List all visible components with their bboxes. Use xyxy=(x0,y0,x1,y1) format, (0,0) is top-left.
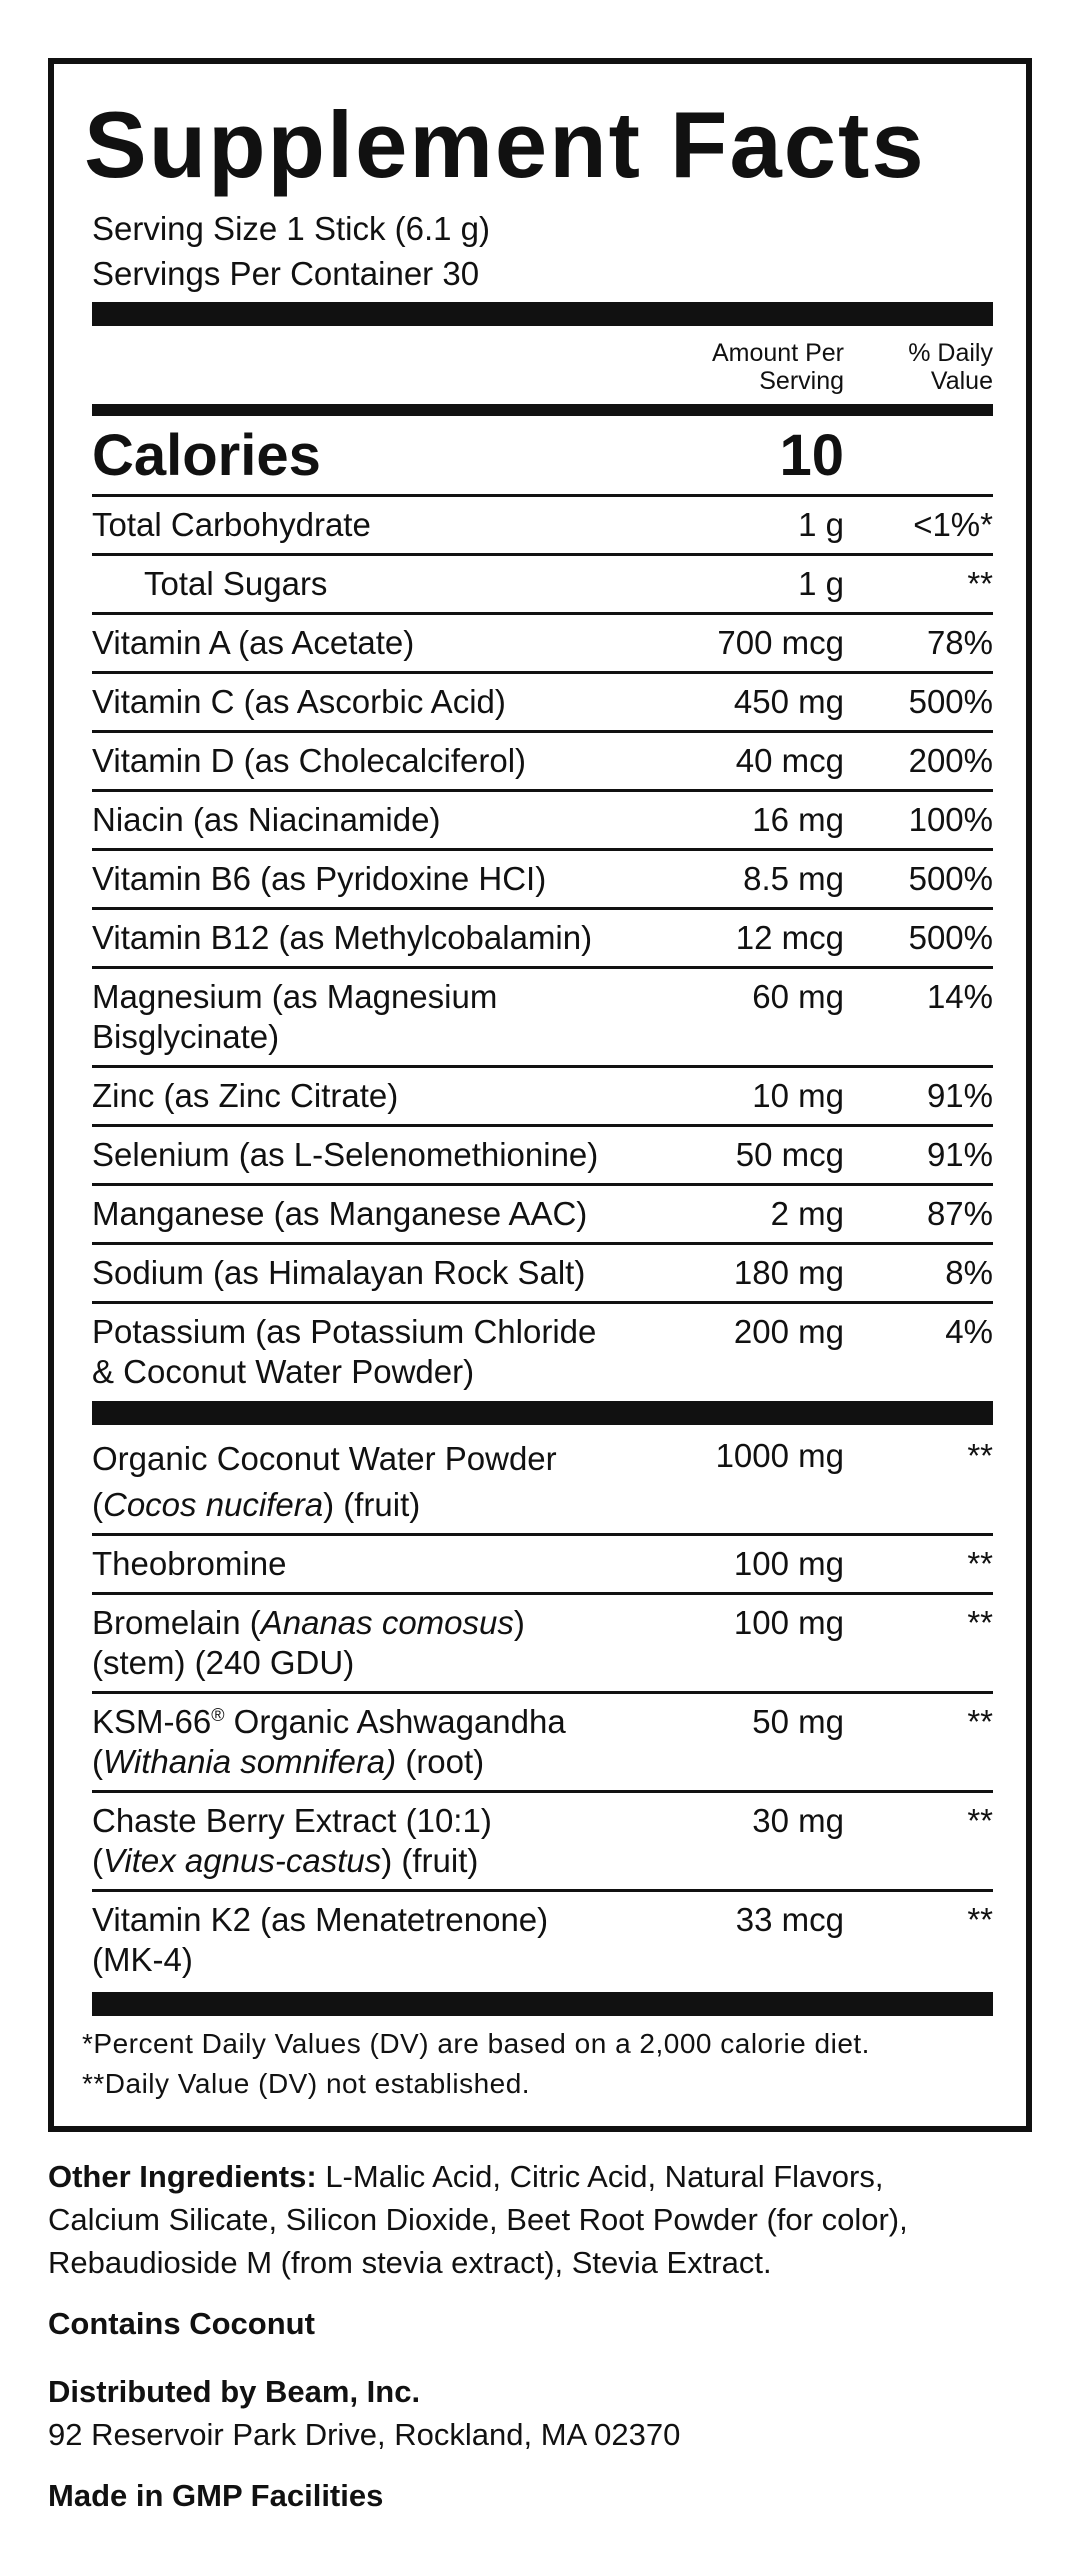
distributor-block xyxy=(48,2370,680,2456)
ingredient-name: Bromelain ( xyxy=(92,1604,261,1641)
ingredient-label xyxy=(92,1702,566,1782)
paren-open: ( xyxy=(92,1486,103,1523)
ingredient-label-line1: Vitamin K2 (as Menatetrenone) xyxy=(92,1901,549,1938)
nutrient-label-line2: Bisglycinate) xyxy=(92,1018,280,1055)
manufacturing-statement: Made in GMP Facilities xyxy=(48,2478,384,2513)
ingredient-dv: ** xyxy=(967,1545,993,1582)
serving-size: Serving Size 1 Stick (6.1 g) xyxy=(92,210,490,247)
row-divider xyxy=(92,730,993,733)
nutrient-label: Selenium (as L-Selenomethionine) xyxy=(92,1136,599,1173)
nutrient-label: Vitamin B6 (as Pyridoxine HCI) xyxy=(92,860,547,897)
ingredient-label xyxy=(92,1603,525,1683)
nutrient-dv: ** xyxy=(967,565,993,602)
ingredient-amount: 1000 mg xyxy=(715,1437,844,1474)
nutrient-dv: 200% xyxy=(908,742,993,779)
paren-open: ( xyxy=(92,1743,103,1780)
row-divider xyxy=(92,671,993,674)
calories-amount: 10 xyxy=(779,423,844,488)
amount-per-serving-header xyxy=(712,339,844,395)
ingredient-amount: 30 mg xyxy=(752,1802,844,1839)
row-divider xyxy=(92,612,993,615)
row-divider xyxy=(92,1183,993,1186)
ingredient-part: ) (fruit) xyxy=(381,1842,479,1879)
other-ingredients-label: Other Ingredients: xyxy=(48,2159,317,2194)
nutrient-amount: 60 mg xyxy=(752,978,844,1015)
dv-header-line1: % Daily xyxy=(908,339,993,367)
ingredient-label-line1: Organic Coconut Water Powder xyxy=(92,1440,557,1477)
dv-header-line2: Value xyxy=(930,367,993,395)
paren-close: ) xyxy=(513,1604,525,1641)
ingredient-name: Organic Ashwagandha xyxy=(224,1703,566,1740)
row-divider xyxy=(92,1889,993,1892)
amount-header-line2: Serving xyxy=(759,367,844,395)
other-ingredients-line2: Calcium Silicate, Silicon Dioxide, Beet Root Powder (for color), xyxy=(48,2202,908,2237)
nutrient-amount: 200 mg xyxy=(733,1313,844,1350)
servings-per-container: Servings Per Container 30 xyxy=(92,255,480,292)
ingredient-label-line2: (MK-4) xyxy=(92,1941,193,1978)
nutrient-dv: 91% xyxy=(926,1136,993,1173)
supplement-facts-panel xyxy=(48,58,1032,2132)
nutrient-label-line2: & Coconut Water Powder) xyxy=(92,1353,475,1390)
nutrient-dv: 100% xyxy=(908,801,993,838)
nutrient-label-line1: Potassium (as Potassium Chloride xyxy=(92,1313,597,1350)
nutrient-label xyxy=(92,977,497,1057)
nutrient-amount: 16 mg xyxy=(752,801,844,838)
nutrient-label: Vitamin C (as Ascorbic Acid) xyxy=(92,683,506,720)
thick-rule-top xyxy=(92,302,993,326)
row-divider xyxy=(92,1592,993,1595)
nutrient-label: Vitamin A (as Acetate) xyxy=(92,624,415,661)
nutrient-label: Vitamin D (as Cholecalciferol) xyxy=(92,742,527,779)
ingredient-dv: ** xyxy=(967,1703,993,1740)
nutrient-amount: 12 mcg xyxy=(735,919,844,956)
ingredient-label-line1: Chaste Berry Extract (10:1) xyxy=(92,1802,492,1839)
latin-name: Vitex agnus-castus xyxy=(103,1842,382,1879)
nutrient-amount: 10 mg xyxy=(752,1077,844,1114)
calories-label: Calories xyxy=(92,423,321,488)
row-divider xyxy=(92,1301,993,1304)
panel-title: Supplement Facts xyxy=(84,92,926,197)
row-divider xyxy=(92,1065,993,1068)
daily-value-header xyxy=(908,339,993,395)
ingredient-dv: ** xyxy=(967,1901,993,1938)
latin-name: Cocos nucifera xyxy=(103,1486,324,1523)
nutrient-amount: 180 mg xyxy=(733,1254,844,1291)
nutrient-amount: 700 mcg xyxy=(717,624,844,661)
row-divider xyxy=(92,1533,993,1536)
thick-rule-bottom xyxy=(92,1992,993,2016)
ingredient-label xyxy=(92,1436,557,1528)
row-divider xyxy=(92,1790,993,1793)
other-ingredients-line1: L-Malic Acid, Citric Acid, Natural Flavors, xyxy=(316,2159,884,2194)
row-divider xyxy=(92,553,993,556)
nutrient-amount: 8.5 mg xyxy=(743,860,844,897)
latin-name: Ananas comosus xyxy=(260,1604,514,1641)
ingredient-dv: ** xyxy=(967,1437,993,1474)
ingredient-amount: 50 mg xyxy=(752,1703,844,1740)
nutrient-label: Niacin (as Niacinamide) xyxy=(92,801,441,838)
nutrient-dv: 500% xyxy=(908,919,993,956)
nutrient-amount: 450 mg xyxy=(733,683,844,720)
nutrient-label: Vitamin B12 (as Methylcobalamin) xyxy=(92,919,593,956)
ingredient-label: Theobromine xyxy=(92,1545,287,1582)
distributor-label: Distributed by Beam, Inc. xyxy=(48,2374,421,2409)
nutrient-dv: 500% xyxy=(908,683,993,720)
nutrient-dv: 78% xyxy=(926,624,993,661)
ingredient-dv: ** xyxy=(967,1802,993,1839)
paren-open: ( xyxy=(92,1842,103,1879)
other-ingredients-line3: Rebaudioside M (from stevia extract), Stevia Extract. xyxy=(48,2245,772,2280)
row-divider xyxy=(92,1242,993,1245)
ingredient-amount: 33 mcg xyxy=(735,1901,844,1938)
ingredient-part: (root) xyxy=(396,1743,485,1780)
nutrient-amount: 1 g xyxy=(798,565,844,602)
row-divider xyxy=(92,848,993,851)
nutrient-label: Manganese (as Manganese AAC) xyxy=(92,1195,588,1232)
other-ingredients xyxy=(48,2155,908,2284)
row-divider xyxy=(92,907,993,910)
nutrient-label xyxy=(92,1312,596,1392)
nutrient-dv: <1%* xyxy=(913,506,993,543)
nutrient-dv: 8% xyxy=(945,1254,993,1291)
nutrient-dv: 87% xyxy=(926,1195,993,1232)
nutrient-label-line1: Magnesium (as Magnesium xyxy=(92,978,498,1015)
footnote-dv-not-established: **Daily Value (DV) not established. xyxy=(82,2068,531,2099)
latin-name: Withania somnifera) xyxy=(103,1743,397,1780)
row-divider xyxy=(92,966,993,969)
thick-rule-calories xyxy=(92,404,993,416)
distributor-address: 92 Reservoir Park Drive, Rockland, MA 02370 xyxy=(48,2417,681,2452)
nutrient-dv: 4% xyxy=(945,1313,993,1350)
ingredient-brand: KSM-66 xyxy=(92,1703,212,1740)
nutrient-label: Total Sugars xyxy=(144,565,328,602)
row-divider xyxy=(92,1124,993,1127)
ingredient-amount: 100 mg xyxy=(733,1604,844,1641)
row-divider xyxy=(92,494,993,497)
registered-mark: ® xyxy=(211,1705,225,1725)
nutrient-dv: 14% xyxy=(926,978,993,1015)
ingredient-label-line2: (stem) (240 GDU) xyxy=(92,1644,355,1681)
row-divider xyxy=(92,789,993,792)
nutrient-label: Total Carbohydrate xyxy=(92,506,371,543)
ingredient-label xyxy=(92,1900,548,1980)
ingredient-amount: 100 mg xyxy=(733,1545,844,1582)
nutrient-amount: 2 mg xyxy=(770,1195,844,1232)
amount-header-line1: Amount Per xyxy=(711,339,844,367)
ingredient-dv: ** xyxy=(967,1604,993,1641)
nutrient-amount: 50 mcg xyxy=(735,1136,844,1173)
nutrient-dv: 91% xyxy=(926,1077,993,1114)
nutrient-amount: 1 g xyxy=(798,506,844,543)
ingredient-part: ) (fruit) xyxy=(323,1486,421,1523)
row-divider xyxy=(92,1691,993,1694)
thick-rule-other xyxy=(92,1401,993,1425)
allergen-statement: Contains Coconut xyxy=(48,2306,315,2341)
nutrient-dv: 500% xyxy=(908,860,993,897)
ingredient-label xyxy=(92,1801,492,1881)
footnote-dv-basis: *Percent Daily Values (DV) are based on a 2,000 calorie diet. xyxy=(82,2028,870,2059)
nutrient-label: Sodium (as Himalayan Rock Salt) xyxy=(92,1254,586,1291)
nutrient-amount: 40 mcg xyxy=(735,742,844,779)
nutrient-label: Zinc (as Zinc Citrate) xyxy=(92,1077,399,1114)
